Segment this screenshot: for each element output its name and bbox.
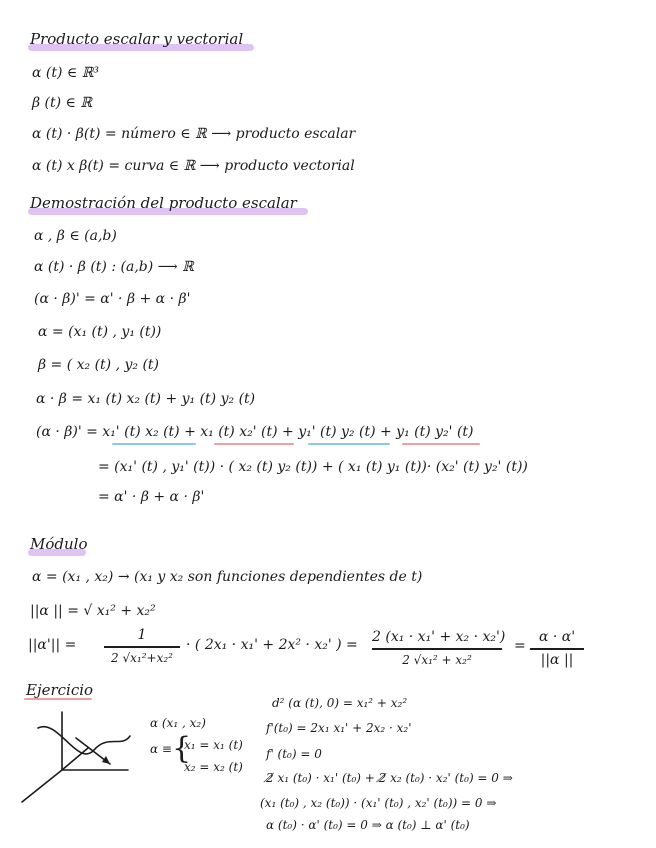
axis-diagonal [22,770,62,802]
section-heading-demostracion: Demostración del producto escalar [30,194,297,212]
term-underline-blue [112,443,196,445]
curve-label: α (x₁ , x₂) [150,716,206,730]
section-heading-producto: Producto escalar y vectorial [30,30,244,48]
norm-line: ||α || = √ x₁² + x₂² [30,603,156,619]
alpha-definition: α ≡ [150,742,172,756]
derivative-expansion: (α · β)' = x₁' (t) x₂ (t) + x₁ (t) x₂' (t) + y₁' (t) y₂ (t) + y₁ (t) y₂' (t) [36,424,474,440]
derivative-product: · ( 2x₁ · x₁' + 2x² · x₂' ) = [186,637,358,653]
curve [38,727,130,754]
line: α = (x₁ (t) , y₁ (t)) [38,324,162,340]
section-heading-modulo: Módulo [30,535,88,553]
line: α (t) · β(t) = número ∈ ℝ ⟶ producto escalar [32,126,356,142]
term-underline-red [214,443,294,445]
fraction-denominator: 2 √x₁²+x₂² [111,651,173,665]
norm-derivative-label: ||α'|| = [28,637,77,653]
line: = α' · β + α · β' [98,489,205,505]
line: α = (x₁ , x₂) → (x₁ y x₂ son funciones dependientes de t) [32,569,423,585]
fraction-numerator: 2 (x₁ · x₁' + x₂ · x₂') [372,629,506,645]
exercise-step: d² (α (t), 0) = x₁² + x₂² [272,696,408,710]
fraction-denominator: ||α || [540,652,574,668]
radius-vector [62,748,88,770]
exercise-step: f' (t₀) = 0 [266,747,322,761]
fraction-denominator: 2 √x₁² + x₂² [402,653,472,667]
fraction-numerator: α · α' [538,629,576,645]
term-underline-red [402,443,480,445]
section-heading-ejercicio: Ejercicio [26,681,94,699]
line: α , β ∈ (a,b) [34,228,117,244]
exercise-step: (x₁ (t₀) , x₂ (t₀)) · (x₁' (t₀) , x₂' (t₀)) = 0 ⇒ [260,796,497,810]
line: β (t) ∈ ℝ [32,95,92,111]
fraction-bar [104,646,180,648]
line: = (x₁' (t) , y₁' (t)) · ( x₂ (t) y₂ (t)) + ( x₁ (t) y₁ (t))· (x₂' (t) y₂' (t)) [98,459,528,475]
line: α (t) ∈ ℝ³ [32,65,99,81]
line: (α · β)' = α' · β + α · β' [34,291,191,307]
system-equation: x₁ = x₁ (t) [184,738,243,752]
exercise-conclusion: α (t₀) · α' (t₀) = 0 ⇒ α (t₀) ⊥ α' (t₀) [266,818,470,832]
exercise-step: 2̸ x₁ (t₀) · x₁' (t₀) + 2̸ x₂ (t₀) · x₂' (t₀) = 0 ⇒ [266,771,513,785]
line: α (t) x β(t) = curva ∈ ℝ ⟶ producto vectorial [32,158,355,174]
exercise-sketch [18,708,158,808]
fraction-numerator: 1 [137,627,147,643]
fraction-bar [372,648,502,650]
line: α · β = x₁ (t) x₂ (t) + y₁ (t) y₂ (t) [36,391,256,407]
line: α (t) · β (t) : (a,b) ⟶ ℝ [34,259,194,275]
fraction-bar [530,648,584,650]
arrow-head [102,756,110,764]
system-brace: { [172,731,192,766]
system-equation: x₂ = x₂ (t) [184,760,243,774]
exercise-step: f'(t₀) = 2x₁ x₁' + 2x₂ · x₂' [266,721,412,735]
line: β = ( x₂ (t) , y₂ (t) [38,357,160,373]
term-underline-blue [308,443,390,445]
equals-sign: = [514,638,526,654]
